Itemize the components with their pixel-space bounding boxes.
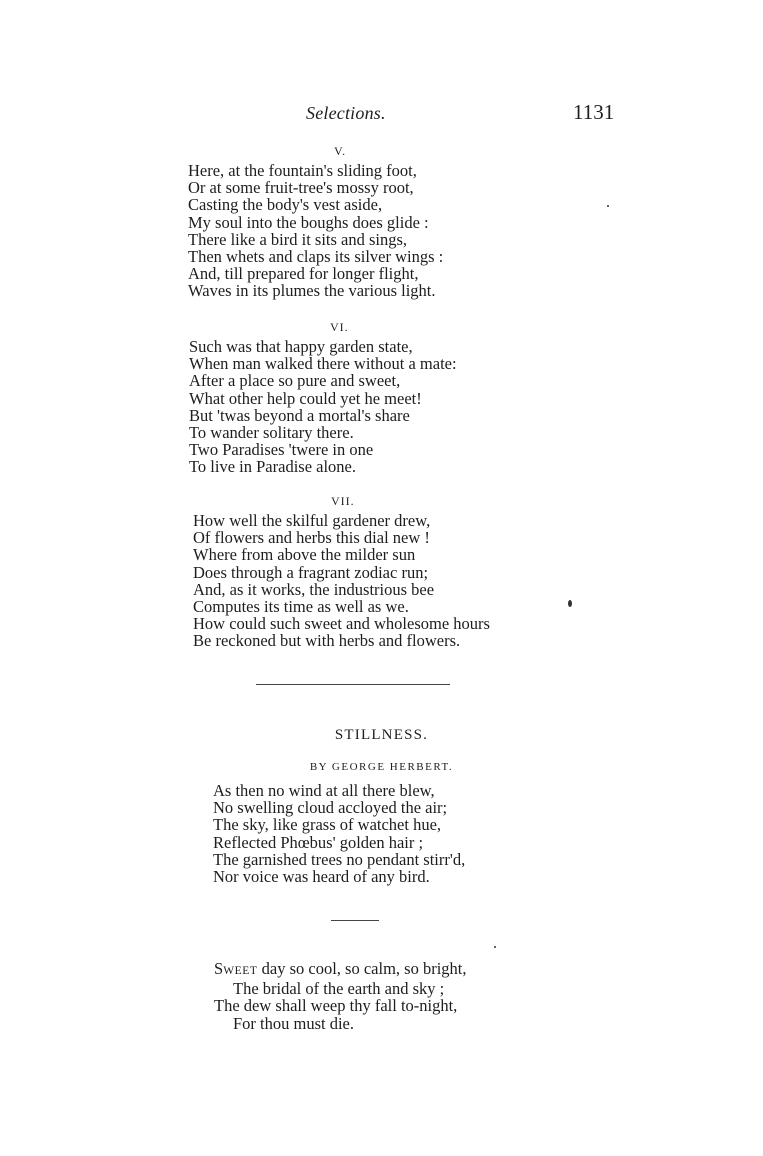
poem-first-line xyxy=(214,960,467,980)
running-title: Selections. xyxy=(306,103,386,123)
poem-line: The bridal of the earth and sky ; xyxy=(233,979,445,999)
stanza-line: To wander solitary there. xyxy=(189,423,354,443)
ink-speck xyxy=(607,205,609,207)
poem-line: As then no wind at all there blew, xyxy=(213,781,435,800)
stanza-line: After a place so pure and sweet, xyxy=(189,371,401,391)
stanza-line: Two Paradises 'twere in one xyxy=(189,440,374,460)
stanza-number-vii: VII. xyxy=(331,494,355,508)
poem-title: STILLNESS. xyxy=(334,727,429,743)
stanza-line: Computes its time as well as we. xyxy=(193,597,409,617)
poem-line: Nor voice was heard of any bird. xyxy=(213,867,430,887)
stanza-line: Where from above the milder sun xyxy=(193,545,416,565)
stanza-line: Casting the body's vest aside, xyxy=(188,195,383,215)
stanza-vii xyxy=(193,512,490,650)
stanza-line: Waves in its plumes the various light. xyxy=(188,281,436,301)
poem-byline: BY GEORGE HERBERT. xyxy=(309,761,454,773)
stanza-line: How could such sweet and wholesome hours xyxy=(193,614,490,634)
stanza-line: And, as it works, the industrious bee xyxy=(193,579,435,599)
stanza-line: Here, at the fountain's sliding foot, xyxy=(188,161,417,180)
stanza-line: Of flowers and herbs this dial new ! xyxy=(193,528,430,548)
stanza-line: And, till prepared for longer flight, xyxy=(188,264,419,284)
stanza-line: Then whets and claps its silver wings : xyxy=(188,247,444,267)
short-divider-rule xyxy=(331,920,379,921)
small-caps-word: WEET xyxy=(223,965,258,977)
stanza-line: But 'twas beyond a mortal's share xyxy=(189,405,410,425)
page-number: 1131 xyxy=(573,100,615,124)
first-line-text: day so cool, so calm, so bright, xyxy=(257,959,467,978)
stillness-stanza xyxy=(213,782,465,885)
poem-line: The dew shall weep thy fall to-night, xyxy=(214,996,458,1016)
section-divider-rule xyxy=(256,684,450,685)
stanza-vi xyxy=(189,338,457,476)
stanza-line: When man walked there without a mate: xyxy=(189,354,457,374)
poem-line: For thou must die. xyxy=(233,1013,355,1033)
stanza-v xyxy=(188,162,443,300)
stanza-line: Or at some fruit-tree's mossy root, xyxy=(188,178,414,198)
stanza-line: Be reckoned but with herbs and flowers. xyxy=(193,631,461,651)
poem-line: Reflected Phœbus' golden hair ; xyxy=(213,832,424,852)
poem-line: The garnished trees no pendant stirr'd, xyxy=(213,849,466,869)
stanza-line: My soul into the boughs does glide : xyxy=(188,212,429,232)
stanza-line: Does through a fragrant zodiac run; xyxy=(193,562,429,582)
stanza-line: What other help could yet he meet! xyxy=(189,388,422,408)
poem-line: The sky, like grass of watchet hue, xyxy=(213,815,442,835)
virtue-stanza xyxy=(214,960,467,1032)
stanza-number-v: V. xyxy=(334,144,347,158)
ink-speck xyxy=(494,946,496,948)
stanza-number-vi: VI. xyxy=(330,320,349,334)
stanza-line: How well the skilful gardener drew, xyxy=(193,511,431,530)
initial-capital: S xyxy=(214,959,224,978)
ink-speck xyxy=(568,600,572,607)
stanza-line: There like a bird it sits and sings, xyxy=(188,229,408,249)
stanza-line: To live in Paradise alone. xyxy=(189,457,357,477)
poem-line: No swelling cloud accloyed the air; xyxy=(213,798,448,818)
stanza-line: Such was that happy garden state, xyxy=(189,337,413,356)
